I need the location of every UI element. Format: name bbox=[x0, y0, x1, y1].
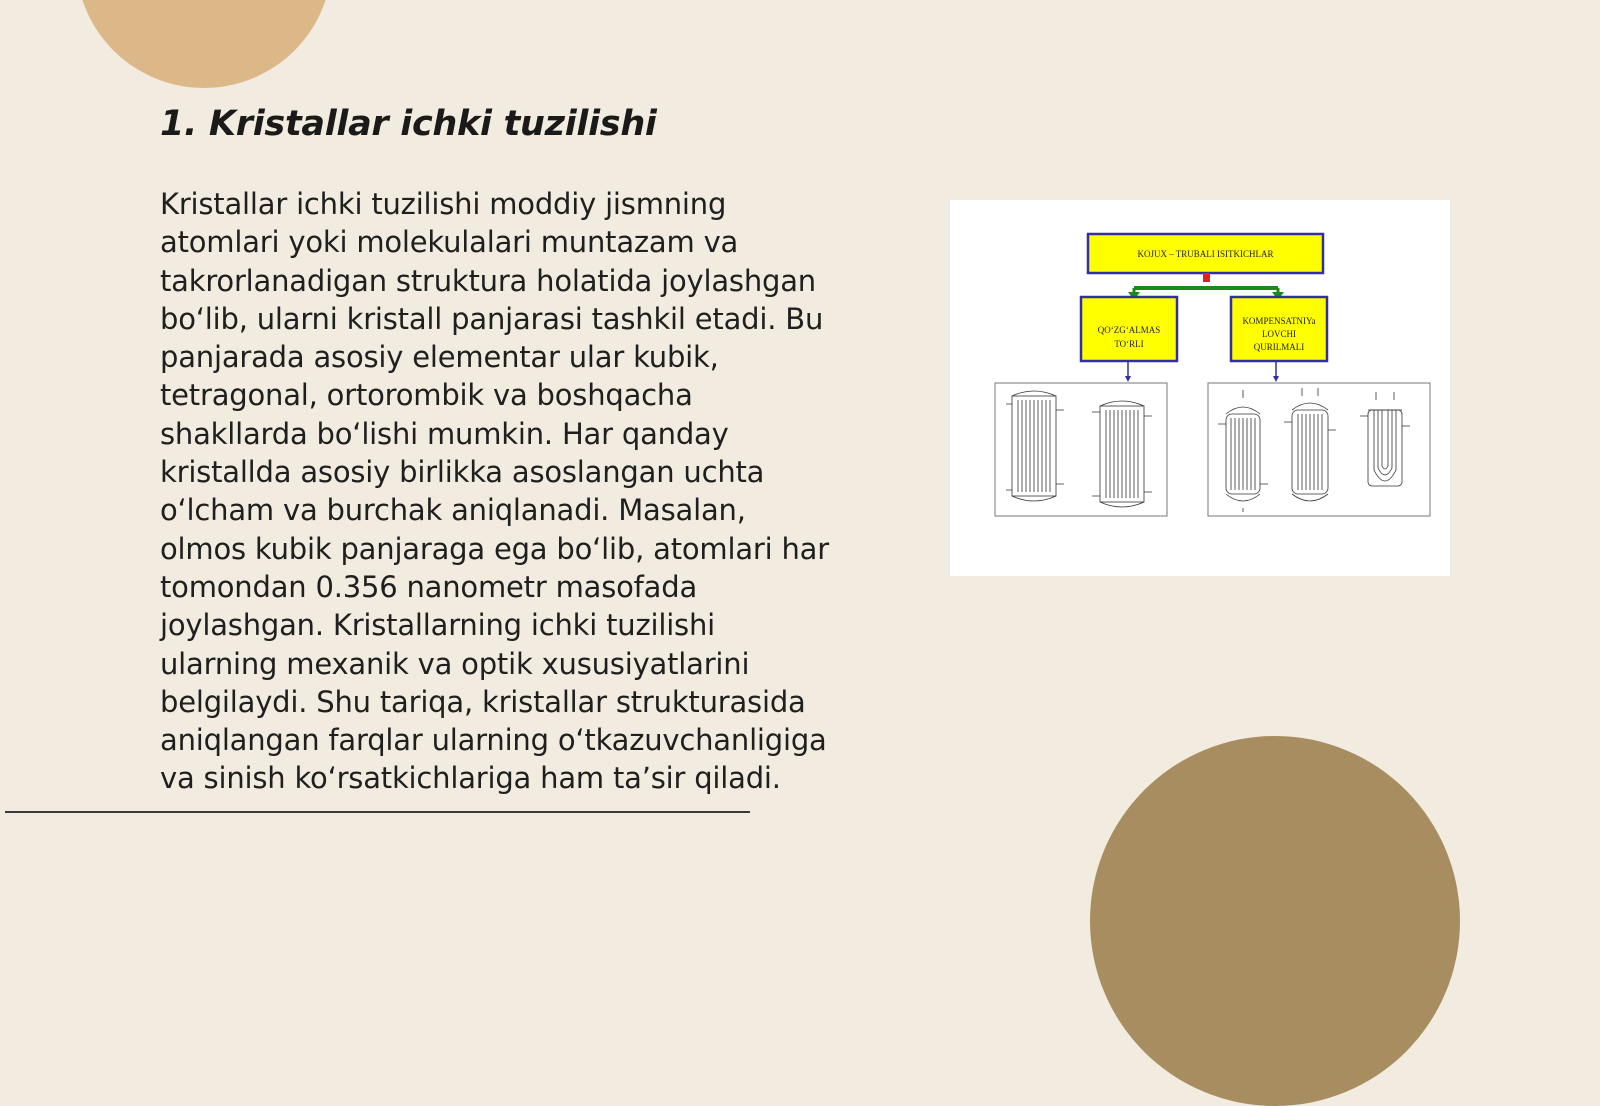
decorative-circle-top bbox=[76, 0, 332, 88]
diagram-left-box-line2: TOʻRLI bbox=[1114, 339, 1144, 349]
heat-exchanger-diagram bbox=[950, 200, 1450, 576]
slide-body-text: Kristallar ichki tuzilishi moddiy jismning atomlari yoki molekulalari muntazam va takrorlanadigan struktura holatida joylashgan boʻlib, ularni kristall panjarasi tashkil etadi. Bu panjarada asosiy elementar ular kubik, tetragonal, ortorombik va boshqacha shakllarda boʻlishi mumkin. Har qanday kristallda asosiy birlikka asoslangan uchta oʻlcham va burchak aniqlanadi. Masalan, olmos kubik panjaraga ega boʻlib, atomlari har tomondan 0.356 nanometr masofada joylashgan. Kristallarning ichki tuzilishi ularning mexanik va optik xususiyatlarini belgilaydi. Shu tariqa, kristallar strukturasida aniqlangan farqlar ularning oʻtkazuvchanligiga va sinish koʻrsatkichlariga ham taʼsir qiladi. bbox=[160, 187, 829, 796]
diagram-down-arrow-left bbox=[1125, 376, 1131, 382]
diagram-right-drawing bbox=[1208, 383, 1430, 516]
diagram-svg bbox=[950, 200, 1450, 576]
diagram-top-box-label: KOJUX – TRUBALI ISITKICHLAR bbox=[1137, 249, 1274, 259]
diagram-left-box-line1: QOʻZGʻALMAS bbox=[1097, 325, 1161, 335]
diagram-down-arrow-right bbox=[1273, 376, 1279, 382]
slide-title: 1. Kristallar ichki tuzilishi bbox=[160, 104, 657, 144]
divider-line bbox=[5, 811, 750, 813]
diagram-right-box-line1: KOMPENSATNIYa bbox=[1242, 316, 1316, 326]
diagram-right-box-line2: LOVCHI bbox=[1262, 329, 1296, 339]
diagram-right-box-line3: QURILMALI bbox=[1253, 342, 1305, 352]
decorative-circle-bottom bbox=[1090, 736, 1460, 1106]
diagram-red-arrow bbox=[1203, 273, 1210, 282]
